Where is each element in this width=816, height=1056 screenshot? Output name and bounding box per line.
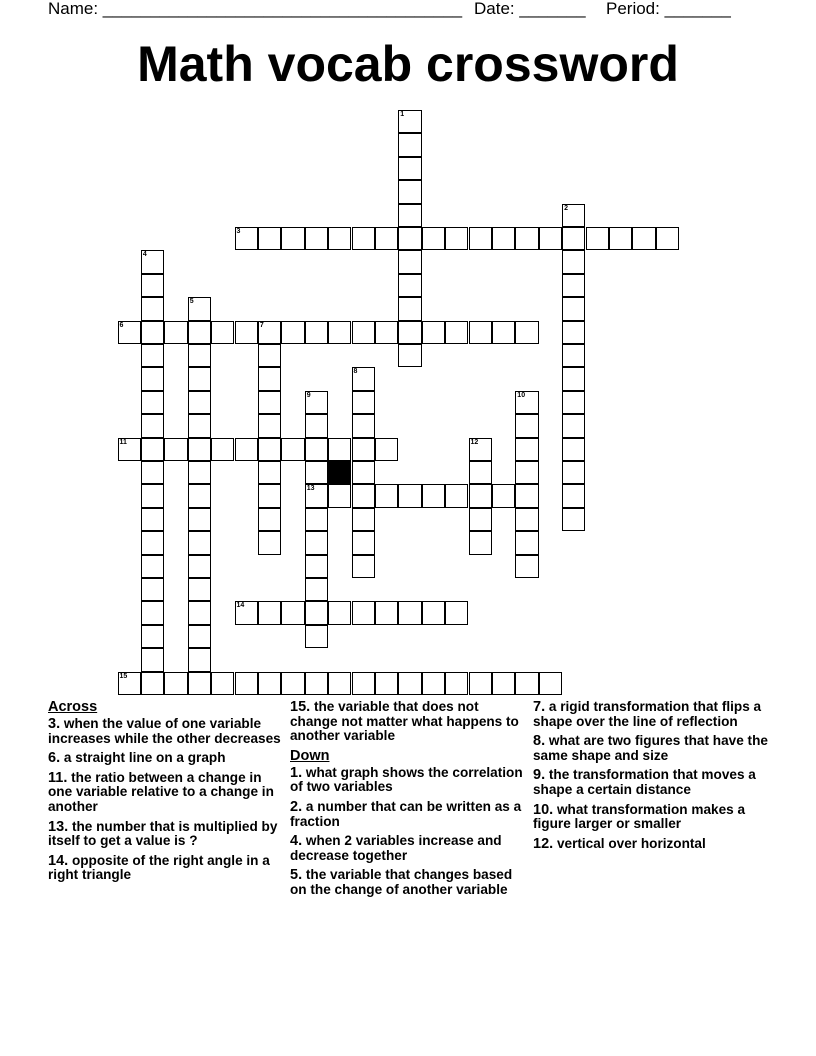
grid-cell[interactable] <box>375 227 398 250</box>
grid-cell[interactable] <box>258 484 281 507</box>
grid-cell[interactable] <box>188 438 211 461</box>
grid-cell[interactable] <box>445 601 468 624</box>
grid-cell[interactable] <box>422 227 445 250</box>
grid-cell[interactable] <box>188 648 211 671</box>
grid-cell[interactable] <box>281 672 304 695</box>
grid-cell[interactable] <box>305 625 328 648</box>
grid-cell[interactable] <box>562 391 585 414</box>
grid-cell[interactable] <box>515 438 538 461</box>
grid-cell[interactable] <box>422 321 445 344</box>
grid-cell[interactable] <box>562 367 585 390</box>
grid-cell[interactable] <box>352 555 375 578</box>
grid-cell[interactable] <box>562 274 585 297</box>
grid-cell[interactable] <box>258 438 281 461</box>
clue-across-15: 15. the variable that does not change not matter what happens to another variable <box>290 699 519 744</box>
grid-cell[interactable] <box>258 531 281 554</box>
grid-cell[interactable] <box>118 672 141 695</box>
grid-cell[interactable] <box>141 508 164 531</box>
clue-across-3: 3. when the value of one variable increases while the other decreases <box>48 716 281 746</box>
grid-cell[interactable] <box>422 484 445 507</box>
grid-cell[interactable] <box>398 157 421 180</box>
grid-cell[interactable] <box>258 508 281 531</box>
grid-cell[interactable] <box>375 438 398 461</box>
grid-cell[interactable] <box>188 508 211 531</box>
grid-cell[interactable] <box>188 555 211 578</box>
grid-cell[interactable] <box>515 391 538 414</box>
grid-cell[interactable] <box>515 321 538 344</box>
grid-cell[interactable] <box>352 414 375 437</box>
grid-cell[interactable] <box>188 578 211 601</box>
grid-cell[interactable] <box>305 391 328 414</box>
clue-number: 2 <box>564 204 568 212</box>
clue-down-10: 10. what transformation makes a figure larger or smaller <box>533 801 746 832</box>
clue-number: 14 <box>236 602 245 610</box>
grid-cell[interactable] <box>562 250 585 273</box>
clue-across-11: 11. the ratio between a change in one variable relative to a change in another <box>48 769 274 814</box>
grid-cell[interactable] <box>562 438 585 461</box>
grid-cell[interactable] <box>375 321 398 344</box>
grid-cell[interactable] <box>562 227 585 250</box>
grid-cell[interactable] <box>445 321 468 344</box>
grid-cell[interactable] <box>562 484 585 507</box>
grid-cell[interactable] <box>141 461 164 484</box>
grid-cell[interactable] <box>398 601 421 624</box>
grid-cell[interactable] <box>398 180 421 203</box>
grid-cell[interactable] <box>445 484 468 507</box>
grid-cell[interactable] <box>188 391 211 414</box>
grid-cell[interactable] <box>281 321 304 344</box>
name-field[interactable]: Name: ______________________________________ <box>48 0 463 18</box>
grid-cell[interactable] <box>352 531 375 554</box>
grid-cell[interactable] <box>258 672 281 695</box>
period-field[interactable]: Period: _______ <box>606 0 731 18</box>
grid-cell[interactable] <box>141 484 164 507</box>
grid-cell[interactable] <box>141 555 164 578</box>
clue-number: 3 <box>236 228 241 235</box>
grid-cell[interactable] <box>188 321 211 344</box>
grid-cell[interactable] <box>492 321 515 344</box>
grid-cell[interactable] <box>258 414 281 437</box>
grid-cell[interactable] <box>141 367 164 390</box>
clue-down-5: 5. the variable that changes based on the change of another variable <box>290 867 513 897</box>
grid-cell[interactable] <box>235 321 258 344</box>
grid-cell[interactable] <box>469 484 492 507</box>
grid-cell[interactable] <box>515 227 538 250</box>
grid-cell[interactable] <box>328 672 351 695</box>
grid-cell[interactable] <box>258 601 281 624</box>
clue-down-4: 4. when 2 variables increase and decrease together <box>290 833 502 863</box>
grid-cell[interactable] <box>305 484 328 507</box>
grid-cell[interactable] <box>352 227 375 250</box>
grid-cell[interactable] <box>352 601 375 624</box>
grid-cell[interactable] <box>188 344 211 367</box>
grid-cell[interactable] <box>562 461 585 484</box>
grid-cell[interactable] <box>305 578 328 601</box>
grid-cell[interactable] <box>562 321 585 344</box>
grid-cell[interactable] <box>141 274 164 297</box>
clue-number: 4 <box>142 251 147 259</box>
grid-cell[interactable] <box>235 601 258 624</box>
grid-cell[interactable] <box>188 484 211 507</box>
grid-cell[interactable] <box>352 438 375 461</box>
grid-cell[interactable] <box>141 601 164 624</box>
grid-cell[interactable] <box>141 297 164 320</box>
grid-cell[interactable] <box>328 438 351 461</box>
grid-cell[interactable] <box>469 672 492 695</box>
grid-cell[interactable] <box>188 531 211 554</box>
grid-cell[interactable] <box>188 367 211 390</box>
grid-cell[interactable] <box>188 297 211 320</box>
grid-cell[interactable] <box>328 601 351 624</box>
grid-cell[interactable] <box>141 672 164 695</box>
grid-cell[interactable] <box>328 484 351 507</box>
grid-cell[interactable] <box>398 204 421 227</box>
grid-cell[interactable] <box>352 391 375 414</box>
grid-cell[interactable] <box>258 321 281 344</box>
grid-cell[interactable] <box>422 672 445 695</box>
grid-cell[interactable] <box>352 484 375 507</box>
clue-number: 13 <box>306 485 315 493</box>
clue-down-9: 9. the transformation that moves a shape a certain distance <box>533 767 756 797</box>
grid-cell[interactable] <box>586 227 609 250</box>
grid-cell[interactable] <box>305 508 328 531</box>
clue-number: 8 <box>353 368 358 376</box>
grid-cell[interactable] <box>469 438 492 461</box>
clues-column-3 <box>533 700 769 856</box>
clue-across-6: 6. a straight line on a graph <box>48 750 226 767</box>
grid-cell[interactable] <box>469 227 492 250</box>
grid-cell[interactable] <box>469 321 492 344</box>
grid-cell[interactable] <box>422 601 445 624</box>
grid-cell[interactable] <box>141 438 164 461</box>
grid-cell[interactable] <box>141 250 164 273</box>
grid-cell[interactable] <box>562 414 585 437</box>
clue-down-12: 12. vertical over horizontal <box>533 835 706 852</box>
grid-cell[interactable] <box>562 344 585 367</box>
grid-cell[interactable] <box>141 344 164 367</box>
grid-cell[interactable] <box>398 274 421 297</box>
grid-cell[interactable] <box>235 438 258 461</box>
grid-cell[interactable] <box>188 461 211 484</box>
grid-cell[interactable] <box>539 672 562 695</box>
grid-cell[interactable] <box>352 508 375 531</box>
grid-cell[interactable] <box>398 321 421 344</box>
grid-cell[interactable] <box>562 297 585 320</box>
grid-cell[interactable] <box>141 578 164 601</box>
clue-down-1: 1. what graph shows the correlation of two variables <box>290 764 523 795</box>
grid-cell[interactable] <box>305 531 328 554</box>
grid-cell[interactable] <box>492 484 515 507</box>
clue-number: 6 <box>119 321 124 329</box>
grid-cell[interactable] <box>469 461 492 484</box>
grid-cell[interactable] <box>305 555 328 578</box>
grid-cell[interactable] <box>539 227 562 250</box>
clue-across-14: 14. opposite of the right angle in a right triangle <box>48 852 270 883</box>
grid-cell[interactable] <box>258 391 281 414</box>
grid-cell[interactable] <box>211 438 234 461</box>
grid-cell[interactable] <box>656 227 679 250</box>
grid-cell[interactable] <box>445 227 468 250</box>
grid-cell[interactable] <box>305 601 328 624</box>
down-heading: Down <box>290 747 330 764</box>
clue-down-2: 2. a number that can be written as a fraction <box>290 798 522 829</box>
grid-cell[interactable] <box>469 508 492 531</box>
grid-cell[interactable] <box>141 531 164 554</box>
grid-cell[interactable] <box>118 438 141 461</box>
grid-cell[interactable] <box>188 625 211 648</box>
grid-cell[interactable] <box>515 672 538 695</box>
clue-across-13: 13. the number that is multiplied by itself to get a value is ? <box>48 818 278 849</box>
clue-down-8: 8. what are two figures that have the same shape and size <box>533 733 768 763</box>
grid-cell[interactable] <box>235 227 258 250</box>
grid-cell[interactable] <box>375 601 398 624</box>
grid-cell[interactable] <box>211 672 234 695</box>
grid-cell[interactable] <box>281 438 304 461</box>
grid-cell[interactable] <box>328 227 351 250</box>
grid-cell[interactable] <box>164 321 187 344</box>
grid-cell[interactable] <box>515 484 538 507</box>
grid-cell[interactable] <box>305 227 328 250</box>
grid-cell[interactable] <box>305 414 328 437</box>
clue-number: 1 <box>400 111 405 118</box>
grid-cell[interactable] <box>515 414 538 437</box>
clue-number: 10 <box>517 391 526 399</box>
grid-cell[interactable] <box>188 672 211 695</box>
grid-cell[interactable] <box>188 414 211 437</box>
grid-cell[interactable] <box>632 227 655 250</box>
grid-cell[interactable] <box>235 672 258 695</box>
grid-cell[interactable] <box>305 672 328 695</box>
grid-cell[interactable] <box>492 227 515 250</box>
clues-column-1 <box>48 700 284 888</box>
grid-cell[interactable] <box>164 438 187 461</box>
across-heading: Across <box>48 699 98 715</box>
page-title: Math vocab crossword <box>137 36 679 92</box>
grid-cell[interactable] <box>352 461 375 484</box>
grid-cell[interactable] <box>258 461 281 484</box>
grid-cell[interactable] <box>141 414 164 437</box>
grid-cell[interactable] <box>515 531 538 554</box>
grid-cell[interactable] <box>281 227 304 250</box>
grid-cell[interactable] <box>352 672 375 695</box>
grid-cell[interactable] <box>398 110 421 133</box>
grid-cell[interactable] <box>305 461 328 484</box>
clue-number: 7 <box>259 321 264 329</box>
grid-cell[interactable] <box>305 438 328 461</box>
grid-cell[interactable] <box>562 204 585 227</box>
grid-cell[interactable] <box>515 461 538 484</box>
grid-cell[interactable] <box>398 484 421 507</box>
grid-cell[interactable] <box>515 555 538 578</box>
date-field[interactable]: Date: _______ <box>474 0 586 18</box>
grid-cell[interactable] <box>188 601 211 624</box>
grid-cell[interactable] <box>141 625 164 648</box>
grid-cell[interactable] <box>398 344 421 367</box>
black-square <box>328 461 351 484</box>
grid-cell[interactable] <box>515 508 538 531</box>
clue-number: 12 <box>470 438 479 446</box>
grid-cell[interactable] <box>352 321 375 344</box>
clue-number: 11 <box>119 438 127 446</box>
clues-column-2 <box>290 700 526 903</box>
clue-number: 9 <box>306 391 311 399</box>
grid-cell[interactable] <box>398 250 421 273</box>
grid-cell[interactable] <box>141 321 164 344</box>
grid-cell[interactable] <box>352 367 375 390</box>
grid-cell[interactable] <box>469 531 492 554</box>
grid-cell[interactable] <box>398 672 421 695</box>
grid-cell[interactable] <box>305 321 328 344</box>
grid-cell[interactable] <box>492 672 515 695</box>
grid-cell[interactable] <box>258 367 281 390</box>
grid-cell[interactable] <box>375 484 398 507</box>
grid-cell[interactable] <box>258 227 281 250</box>
grid-cell[interactable] <box>328 321 351 344</box>
grid-cell[interactable] <box>281 601 304 624</box>
clue-number: 5 <box>189 298 194 306</box>
grid-cell[interactable] <box>562 508 585 531</box>
grid-cell[interactable] <box>398 297 421 320</box>
grid-cell[interactable] <box>141 391 164 414</box>
grid-cell[interactable] <box>118 321 141 344</box>
clue-down-7: 7. a rigid transformation that flips a shape over the line of reflection <box>533 699 762 729</box>
clue-number: 15 <box>119 672 128 680</box>
grid-cell[interactable] <box>258 344 281 367</box>
grid-cell[interactable] <box>609 227 632 250</box>
grid-cell[interactable] <box>141 648 164 671</box>
grid-cell[interactable] <box>445 672 468 695</box>
grid-cell[interactable] <box>398 227 421 250</box>
grid-cell[interactable] <box>211 321 234 344</box>
grid-cell[interactable] <box>164 672 187 695</box>
grid-cell[interactable] <box>375 672 398 695</box>
grid-cell[interactable] <box>398 133 421 156</box>
